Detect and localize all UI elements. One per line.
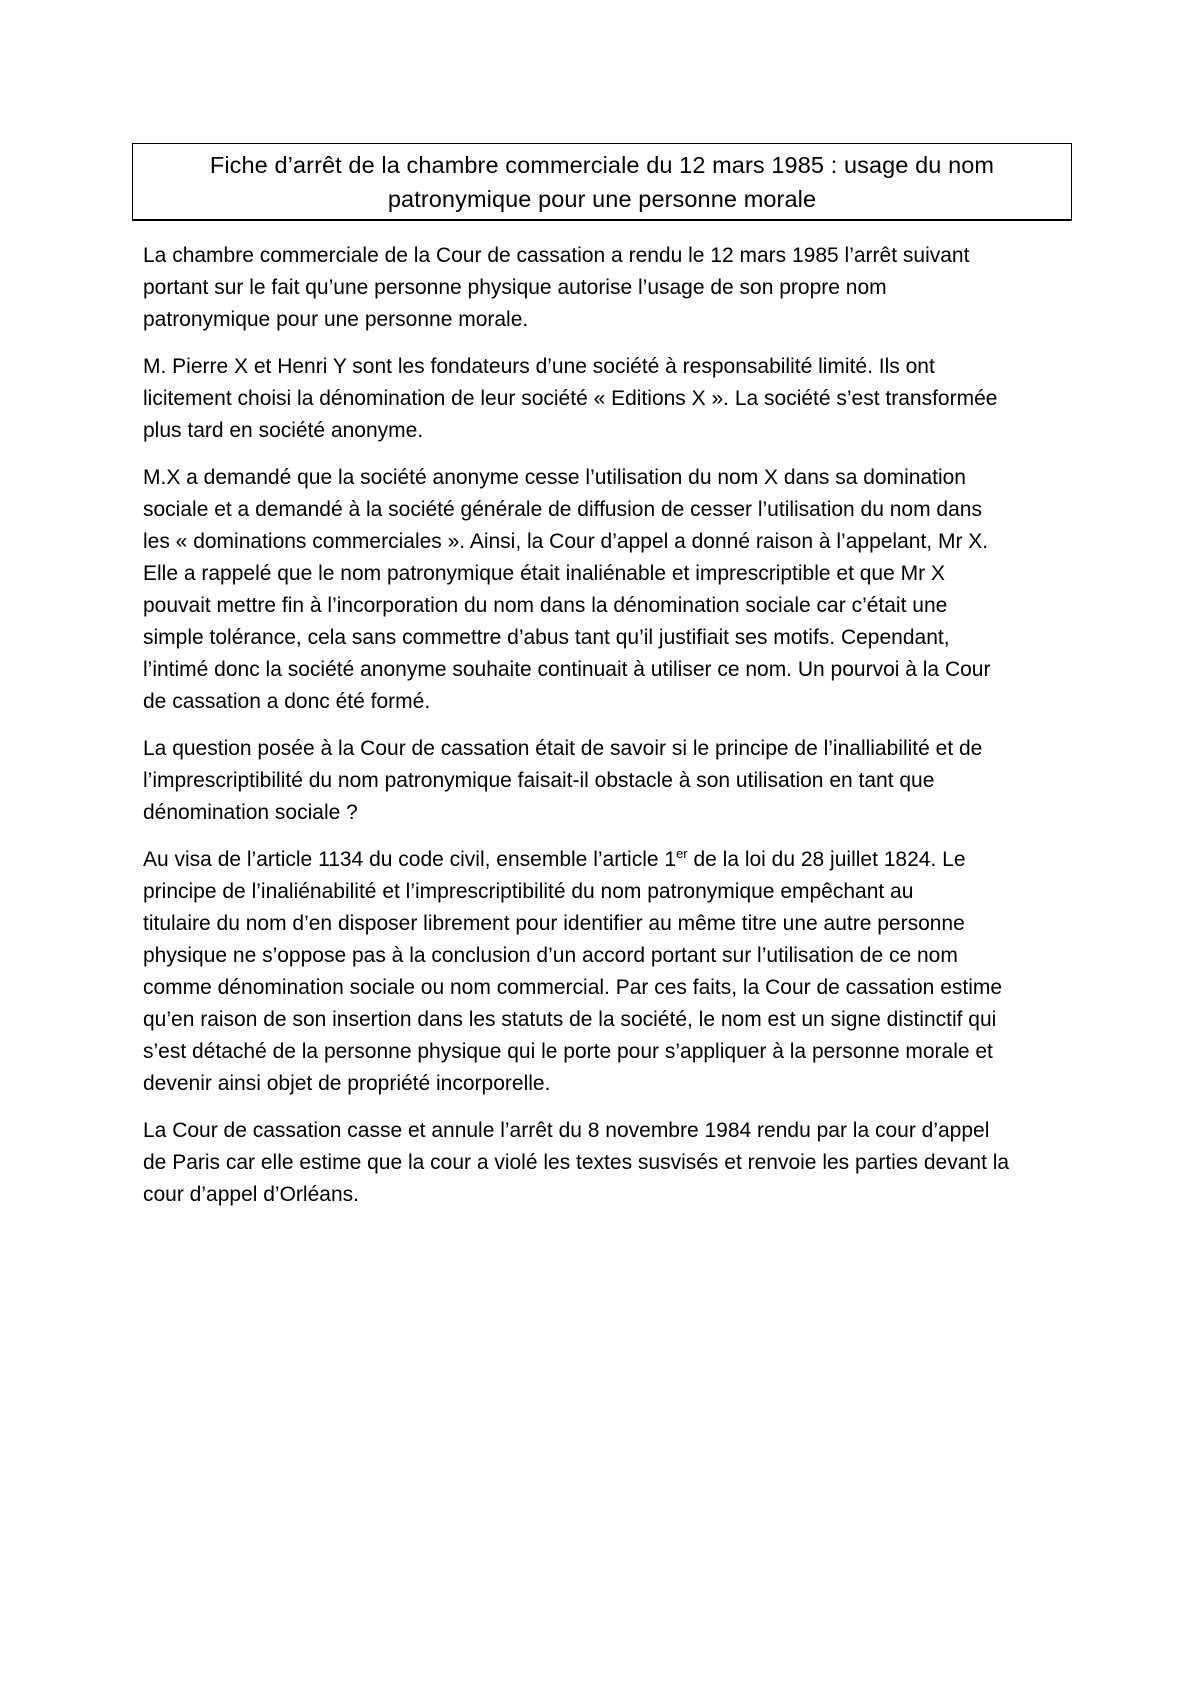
- text-line: cour d’appel d’Orléans.: [143, 1183, 359, 1206]
- text-line: devenir ainsi objet de propriété incorporelle.: [143, 1072, 551, 1095]
- document-title-line-1: Fiche d’arrêt de la chambre commerciale du 12 mars 1985 : usage du nom: [209, 152, 995, 178]
- text-line: La question posée à la Cour de cassation était de savoir si le principe de l’inalliabilité et de: [143, 737, 983, 760]
- text-line: patronymique pour une personne morale.: [143, 308, 529, 331]
- paragraph-facts: [143, 351, 1073, 447]
- text-line: titulaire du nom d’en disposer librement pour identifier au même titre une autre personne: [143, 912, 965, 935]
- text-line: physique ne s’oppose pas à la conclusion d’un accord portant sur l’utilisation de ce nom: [143, 944, 958, 967]
- text-line: Elle a rappelé que le nom patronymique était inaliénable et imprescriptible et que Mr X: [143, 562, 945, 585]
- text-line: s’est détaché de la personne physique qui le porte pour s’appliquer à la personne morale et: [143, 1040, 993, 1063]
- paragraph-procedure: [143, 462, 1073, 718]
- paragraph-legal-question: [143, 733, 1073, 829]
- text-line: l’intimé donc la société anonyme souhaite continuait à utiliser ce nom. Un pourvoi à la Cour: [143, 658, 991, 681]
- text-line: simple tolérance, cela sans commettre d’abus tant qu’il justifiait ses motifs. Cependant,: [143, 626, 950, 649]
- text-line: M.X a demandé que la société anonyme cesse l’utilisation du nom X dans sa domination: [143, 466, 966, 489]
- text-line: sociale et a demandé à la société générale de diffusion de cesser l’utilisation du nom dans: [143, 498, 982, 521]
- text-line: comme dénomination sociale ou nom commercial. Par ces faits, la Cour de cassation estime: [143, 976, 1003, 999]
- document-title-box: [132, 143, 1072, 221]
- text-line: de cassation a donc été formé.: [143, 690, 431, 713]
- text-line: plus tard en société anonyme.: [143, 419, 424, 442]
- text-line: portant sur le fait qu’une personne physique autorise l’usage de son propre nom: [143, 276, 887, 299]
- text-line-with-superscript: [143, 844, 1073, 876]
- text-line: M. Pierre X et Henri Y sont les fondateurs d’une société à responsabilité limité. Ils ont: [143, 355, 935, 378]
- text-line: principe de l’inaliénabilité et l’imprescriptibilité du nom patronymique empêchant au: [143, 880, 914, 903]
- text-line: dénomination sociale ?: [143, 801, 358, 824]
- text-line: licitement choisi la dénomination de leur société « Editions X ». La société s’est transformée: [143, 387, 998, 410]
- text-line: La chambre commerciale de la Cour de cassation a rendu le 12 mars 1985 l’arrêt suivant: [143, 244, 970, 267]
- text-line: de Paris car elle estime que la cour a violé les textes susvisés et renvoie les parties devant la: [143, 1151, 1010, 1174]
- text-line: l’imprescriptibilité du nom patronymique faisait-il obstacle à son utilisation en tant que: [143, 769, 935, 792]
- superscript-ordinal: er: [676, 846, 688, 861]
- text-line: La Cour de cassation casse et annule l’arrêt du 8 novembre 1984 rendu par la cour d’appel: [143, 1119, 990, 1142]
- text-line: pouvait mettre fin à l’incorporation du nom dans la dénomination sociale car c’était une: [143, 594, 948, 617]
- paragraph-decision: [143, 1115, 1073, 1211]
- paragraph-solution: [143, 844, 1073, 1100]
- text-segment: de la loi du 28 juillet 1824. Le: [687, 848, 966, 871]
- text-line: les « dominations commerciales ». Ainsi, la Cour d’appel a donné raison à l’appelant, Mr X.: [143, 530, 989, 553]
- text-line: qu’en raison de son insertion dans les statuts de la société, le nom est un signe distinctif qui: [143, 1008, 997, 1031]
- document-title-line-2: patronymique pour une personne morale: [387, 186, 817, 212]
- document-body: [143, 240, 1073, 1226]
- text-segment: Au visa de l’article 1134 du code civil, ensemble l’article 1: [143, 848, 677, 871]
- paragraph-introduction: [143, 240, 1073, 336]
